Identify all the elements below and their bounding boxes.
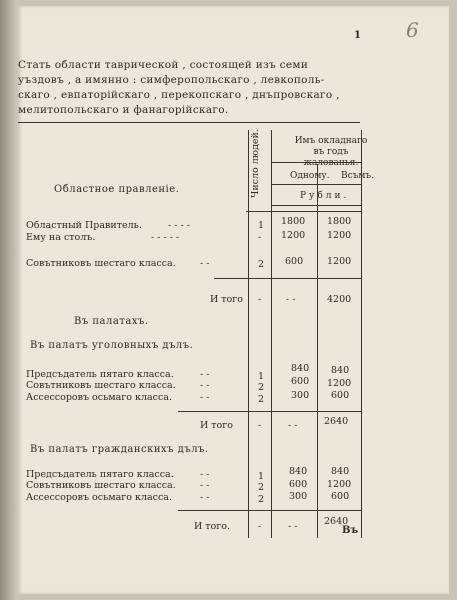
row-all: 840 — [331, 466, 350, 477]
section-heading: Въ палатахъ. — [74, 316, 149, 327]
total-all: 2640 — [324, 516, 349, 527]
catchword: Въ — [342, 525, 359, 536]
row-per-one: 600 — [289, 479, 308, 490]
row-per-one: 1800 — [281, 216, 306, 227]
header-rule — [271, 184, 361, 185]
row-count: 1 — [258, 220, 265, 231]
header-salary: Имъ окладнаго въ годъ жалованья. — [294, 136, 368, 168]
row-label: Областный Правитель. — [26, 220, 142, 231]
row-per-one: 1200 — [281, 230, 306, 241]
row-dots: - - — [200, 480, 210, 491]
row-dots: - - — [200, 369, 210, 380]
row-per-one: 840 — [291, 363, 310, 374]
row-count: - — [258, 232, 262, 243]
book-page — [18, 6, 449, 594]
section-heading: Въ палатъ гражданскихъ дълъ. — [30, 444, 209, 455]
total-per-one: - - — [288, 420, 298, 431]
column-rule — [361, 130, 362, 538]
row-per-one: 300 — [291, 390, 310, 401]
section-heading: Въ палатъ уголовныхъ дълъ. — [30, 340, 194, 351]
row-all: 600 — [331, 491, 350, 502]
row-dots: - - — [200, 258, 210, 269]
total-per-one: - - — [288, 521, 298, 532]
total-label: И того. — [194, 521, 230, 532]
row-dots: - - - - - — [151, 232, 180, 243]
row-dots: - - — [200, 392, 210, 403]
row-all: 840 — [331, 365, 350, 376]
section-heading: Областное правленiе. — [54, 184, 180, 195]
total-all: 4200 — [327, 294, 352, 305]
row-all: 600 — [331, 390, 350, 401]
subtotal-rule — [178, 411, 361, 412]
row-count: 2 — [258, 482, 265, 493]
header-all: Всъмъ. — [341, 171, 374, 181]
title-line: скаго , евпаторiйскаго , перекопскаго , днъпровскаго , — [18, 89, 340, 101]
total-count: - — [258, 521, 262, 532]
title-rule — [18, 122, 360, 123]
row-label: Совътниковъ шестаго класса. — [26, 480, 176, 491]
total-count: - — [258, 420, 262, 431]
document-title — [18, 58, 360, 118]
row-dots: - - — [200, 492, 210, 503]
header-per-one: Одному. — [290, 171, 330, 181]
row-per-one: 600 — [285, 256, 304, 267]
row-count: 1 — [258, 471, 265, 482]
row-per-one: 840 — [289, 466, 308, 477]
header-rule — [246, 211, 361, 212]
row-count: 2 — [258, 494, 265, 505]
handwritten-page-number: 6 — [406, 18, 419, 42]
total-per-one: - - — [286, 294, 296, 305]
row-label: Ему на столъ. — [26, 232, 96, 243]
row-all: 1200 — [327, 479, 352, 490]
row-label: Ассессоровъ осьмаго класса. — [26, 492, 172, 503]
row-label: Предсъдатель пятаго класса. — [26, 369, 174, 380]
subtotal-rule — [214, 278, 361, 279]
header-currency: Рубли. — [300, 191, 350, 201]
header-people-count: Число людей. — [250, 129, 261, 198]
row-count: 1 — [258, 371, 265, 382]
page-number: 1 — [354, 30, 361, 41]
row-per-one: 600 — [291, 376, 310, 387]
row-label: Совътниковъ шестаго класса. — [26, 258, 176, 269]
row-count: 2 — [258, 394, 265, 405]
total-all: 2640 — [324, 416, 349, 427]
column-rule — [317, 164, 318, 538]
subtotal-rule — [178, 510, 361, 511]
row-label: Ассессоровъ осьмаго класса. — [26, 392, 172, 403]
total-label: И того — [210, 294, 243, 305]
title-line: уъздовъ , а имянно : симферопольскаго , левкополь- — [18, 74, 325, 86]
row-per-one: 300 — [289, 491, 308, 502]
row-label: Совътниковъ шестаго класса. — [26, 380, 176, 391]
scanner-edge — [0, 0, 18, 600]
row-label: Предсъдатель пятаго класса. — [26, 469, 174, 480]
row-dots: - - — [200, 380, 210, 391]
row-all: 1800 — [327, 216, 352, 227]
total-label: И того — [200, 420, 233, 431]
row-dots: - - — [200, 469, 210, 480]
row-all: 1200 — [327, 256, 352, 267]
row-all: 1200 — [327, 378, 352, 389]
total-count: - — [258, 294, 262, 305]
title-line: Стать области таврической , состоящей изъ семи — [18, 59, 309, 71]
row-all: 1200 — [327, 230, 352, 241]
title-line: мелитопольскаго и фанагорiйскаго. — [18, 104, 229, 116]
row-count: 2 — [258, 382, 265, 393]
row-dots: - - - - — [168, 220, 190, 231]
header-rule — [271, 205, 361, 206]
row-count: 2 — [258, 259, 265, 270]
